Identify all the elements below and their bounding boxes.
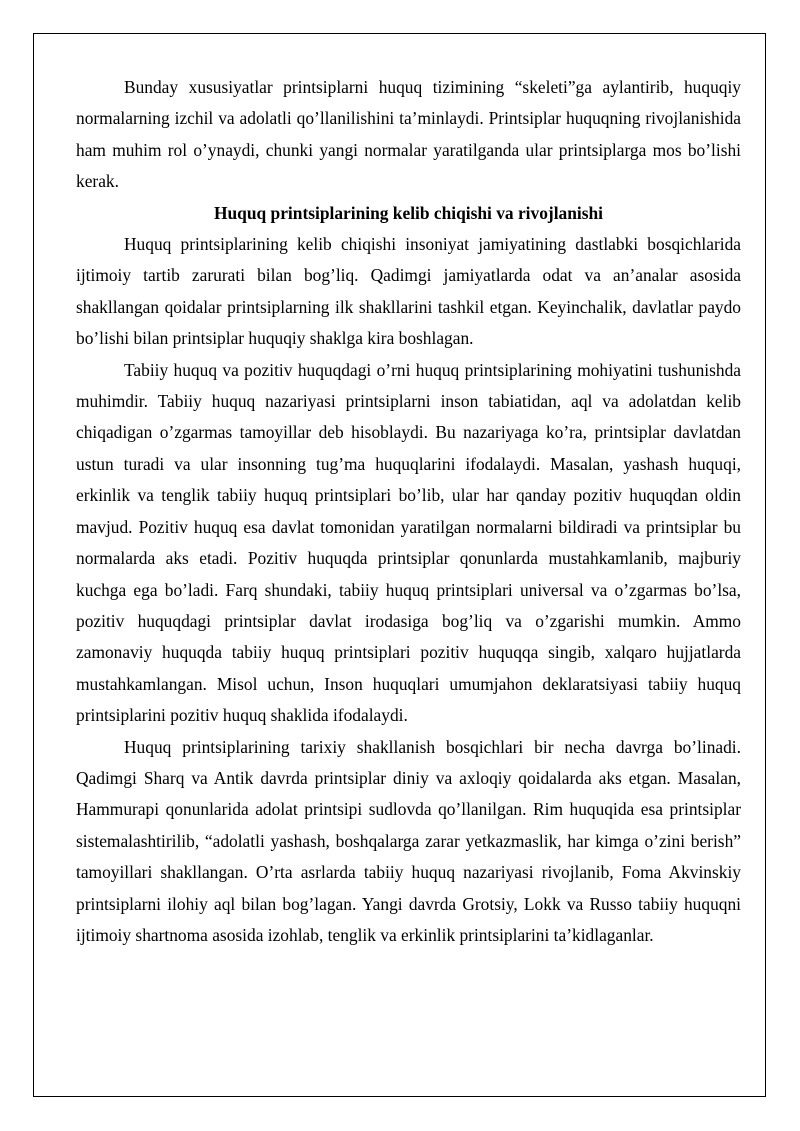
document-body bbox=[76, 72, 741, 951]
paragraph-4: Huquq printsiplarining tarixiy shakllanish bosqichlari bir necha davrga bo’linadi. Qadimgi Sharq va Antik davrda printsiplar diniy va axloqiy qoidalarda aks etgan. Masalan, Hammurapi qonunlarida adolat printsipi sudlovda qo’llanilgan. Rim huquqida esa printsiplar sistemalashtirilib, “adolatli yashash, boshqalarga zarar yetkazmaslik, har kimga o’zini berish” tamoyillari shakllangan. O’rta asrlarda tabiiy huquq nazariyasi rivojlanib, Foma Akvinskiy printsiplarni ilohiy aql bilan bog’lagan. Yangi davrda Grotsiy, Lokk va Russo tabiiy huquqni ijtimoiy shartnoma asosida izohlab, tenglik va erkinlik printsiplarini ta’kidlaganlar. bbox=[76, 736, 741, 945]
paragraph-2: Huquq printsiplarining kelib chiqishi insoniyat jamiyatining dastlabki bosqichlarida ijtimoiy tartib zarurati bilan bog’liq. Qadimgi jamiyatlarda odat va an’analar asosida shakllangan qoidalar printsiplarning ilk shakllarini tashkil etgan. Keyinchalik, davlatlar paydo bo’lishi bilan printsiplar huquqiy shaklga kira boshlagan. bbox=[76, 234, 741, 349]
paragraph-3: Tabiiy huquq va pozitiv huquqdagi o’rni huquq printsiplarining mohiyatini tushunishda muhimdir. Tabiiy huquq nazariyasi printsiplarni inson tabiatidan, aql va adolatdan kelib chiqadigan o’zgarmas tamoyillar deb hisoblaydi. Bu nazariyaga ko’ra, printsiplar davlatdan ustun turadi va ular insonning tug’ma huquqlarini ifodalaydi. Masalan, yashash huquqi, erkinlik va tenglik tabiiy huquq printsiplari bo’lib, ular har qanday pozitiv huquqdan oldin mavjud. Pozitiv huquq esa davlat tomonidan yaratilgan normalarni bildiradi va printsiplar bu normalarda aks etadi. Pozitiv huquqda printsiplar qonunlarda mustahkamlanib, majburiy kuchga ega bo’ladi. Farq shundaki, tabiiy huquq printsiplari universal va o’zgarmas bo’lsa, pozitiv huquqdagi printsiplar davlat irodasiga bog’liq va o’zgarishi mumkin. Ammo zamonaviy huquqda tabiiy huquq printsiplari pozitiv huquqqa singib, xalqaro hujjatlarda mustahkamlangan. Misol uchun, Inson huquqlari umumjahon deklaratsiyasi tabiiy huquq printsiplarini pozitiv huquq shaklida ifodalaydi. bbox=[76, 359, 741, 726]
section-heading: Huquq printsiplarining kelib chiqishi va rivojlanishi bbox=[213, 202, 603, 223]
paragraph-1: Bunday xususiyatlar printsiplarni huquq tizimining “skeleti”ga aylantirib, huquqiy normalarning izchil va adolatli qo’llanilishini ta’minlaydi. Printsiplar huquqning rivojlanishida ham muhim rol o’ynaydi, chunki yangi normalar yaratilganda ular printsiplarga mos bo’lishi kerak. bbox=[76, 77, 741, 192]
